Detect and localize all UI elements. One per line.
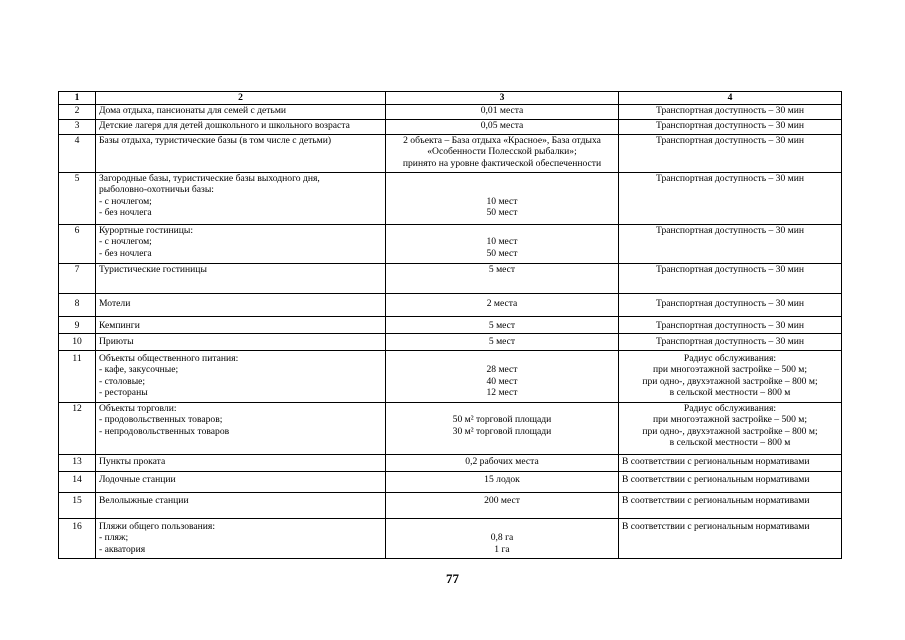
row-number: 3 <box>59 120 96 135</box>
norm-value: 15 лодок <box>386 472 619 493</box>
accessibility: В соответствии с региональным нормативами <box>619 519 842 559</box>
facility-name: Туристические гостиницы <box>96 264 386 294</box>
header-cell-4: 4 <box>619 92 842 105</box>
table-header-row <box>59 92 842 105</box>
norm-value: 50 м² торговой площади 30 м² торговой площади <box>386 403 619 455</box>
row-number: 6 <box>59 225 96 264</box>
facility-name: Загородные базы, туристические базы выходного дня, рыболовно-охотничьи базы: - с ночлегом; - без ночлега <box>96 173 386 225</box>
norm-value: 5 мест <box>386 317 619 334</box>
facility-name: Объекты торговли: - продовольственных товаров; - непродовольственных товаров <box>96 403 386 455</box>
page-number: 77 <box>446 571 459 586</box>
facility-name: Велолыжные станции <box>96 493 386 519</box>
table-row <box>59 135 842 173</box>
table-row <box>59 225 842 264</box>
row-number: 16 <box>59 519 96 559</box>
table-row <box>59 455 842 472</box>
facility-name: Пункты проката <box>96 455 386 472</box>
header-cell-2: 2 <box>96 92 386 105</box>
facility-name: Пляжи общего пользования: - пляж; - акватория <box>96 519 386 559</box>
accessibility: Транспортная доступность – 30 мин <box>619 264 842 294</box>
accessibility: Транспортная доступность – 30 мин <box>619 225 842 264</box>
accessibility: В соответствии с региональным нормативами <box>619 472 842 493</box>
norm-value: 28 мест 40 мест 12 мест <box>386 351 619 403</box>
accessibility: Транспортная доступность – 30 мин <box>619 173 842 225</box>
accessibility: В соответствии с региональным нормативами <box>619 455 842 472</box>
table-row <box>59 120 842 135</box>
row-number: 7 <box>59 264 96 294</box>
table-row <box>59 294 842 317</box>
accessibility: Транспортная доступность – 30 мин <box>619 120 842 135</box>
norm-value: 10 мест 50 мест <box>386 173 619 225</box>
facility-name: Базы отдыха, туристические базы (в том числе с детьми) <box>96 135 386 173</box>
facility-name: Объекты общественного питания: - кафе, закусочные; - столовые; - рестораны <box>96 351 386 403</box>
row-number: 5 <box>59 173 96 225</box>
header-cell-3: 3 <box>386 92 619 105</box>
norm-value: 5 мест <box>386 264 619 294</box>
accessibility: Транспортная доступность – 30 мин <box>619 135 842 173</box>
facility-name: Мотели <box>96 294 386 317</box>
norm-value: 200 мест <box>386 493 619 519</box>
norm-value: 0,2 рабочих места <box>386 455 619 472</box>
norm-value: 2 места <box>386 294 619 317</box>
accessibility: Радиус обслуживания: при многоэтажной застройке – 500 м; при одно-, двухэтажной застройке – 800 м; в сельской местности – 800 м <box>619 403 842 455</box>
facility-name: Кемпинги <box>96 317 386 334</box>
accessibility: В соответствии с региональным нормативами <box>619 493 842 519</box>
facility-name: Дома отдыха, пансионаты для семей с детьми <box>96 105 386 120</box>
table-row <box>59 519 842 559</box>
header-cell-1: 1 <box>59 92 96 105</box>
row-number: 15 <box>59 493 96 519</box>
norm-value: 0,01 места <box>386 105 619 120</box>
norm-value: 5 мест <box>386 334 619 351</box>
facility-name: Детские лагеря для детей дошкольного и школьного возраста <box>96 120 386 135</box>
norm-value: 0,8 га 1 га <box>386 519 619 559</box>
table-row <box>59 351 842 403</box>
row-number: 2 <box>59 105 96 120</box>
table-row <box>59 493 842 519</box>
norm-value: 0,05 места <box>386 120 619 135</box>
norm-value: 2 объекта – База отдыха «Красное», База отдыха «Особенности Полесской рыбалки»; принято на уровне фактической обеспеченности <box>386 135 619 173</box>
accessibility: Транспортная доступность – 30 мин <box>619 317 842 334</box>
row-number: 8 <box>59 294 96 317</box>
facility-name: Приюты <box>96 334 386 351</box>
row-number: 11 <box>59 351 96 403</box>
facility-name: Лодочные станции <box>96 472 386 493</box>
row-number: 4 <box>59 135 96 173</box>
table-row <box>59 317 842 334</box>
table-row <box>59 334 842 351</box>
accessibility: Транспортная доступность – 30 мин <box>619 105 842 120</box>
row-number: 13 <box>59 455 96 472</box>
table-row <box>59 105 842 120</box>
norms-table <box>58 91 842 559</box>
table-row <box>59 403 842 455</box>
accessibility: Транспортная доступность – 30 мин <box>619 334 842 351</box>
table-row <box>59 264 842 294</box>
facility-name: Курортные гостиницы: - с ночлегом; - без ночлега <box>96 225 386 264</box>
accessibility: Транспортная доступность – 30 мин <box>619 294 842 317</box>
table-row <box>59 472 842 493</box>
accessibility: Радиус обслуживания: при многоэтажной застройке – 500 м; при одно-, двухэтажной застройке – 800 м; в сельской местности – 800 м <box>619 351 842 403</box>
row-number: 10 <box>59 334 96 351</box>
table-row <box>59 173 842 225</box>
row-number: 12 <box>59 403 96 455</box>
row-number: 9 <box>59 317 96 334</box>
norm-value: 10 мест 50 мест <box>386 225 619 264</box>
row-number: 14 <box>59 472 96 493</box>
